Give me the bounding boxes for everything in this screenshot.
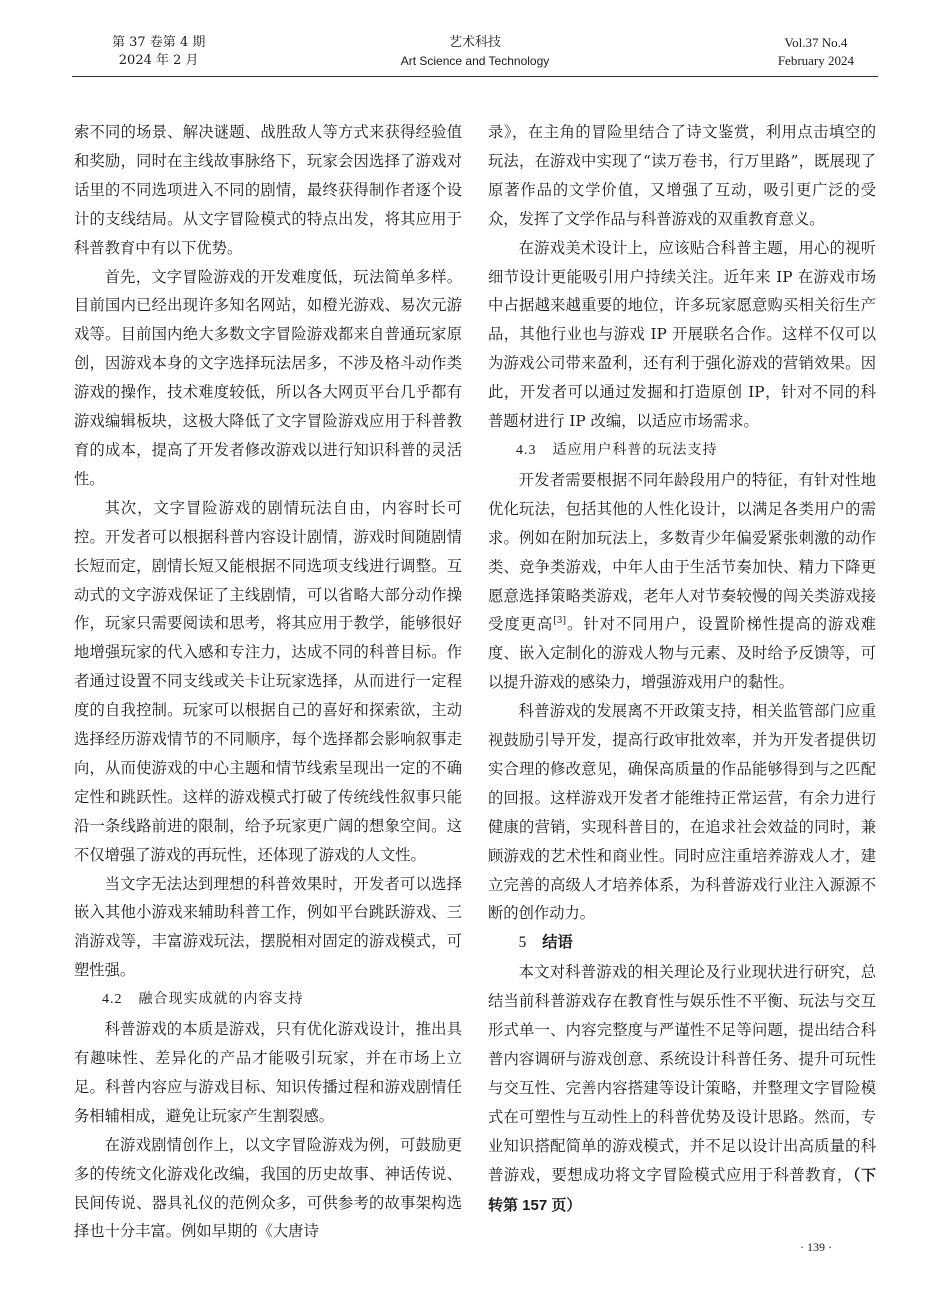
paragraph: 当文字无法达到理想的科普效果时，开发者可以选择嵌入其他小游戏来辅助科普工作，例如平台跳跃游戏、三消游戏等，丰富游戏玩法，摆脱相对固定的游戏模式，可塑性强。 bbox=[74, 874, 462, 980]
issue-info-en bbox=[778, 34, 854, 70]
paragraph: 在游戏剧情创作上，以文字冒险游戏为例，可鼓励更多的传统文化游戏化改编，我国的历史故事、神话传说、民间传说、器具礼仪的范例众多，可供参考的故事架构选择也十分丰富。例如早期的《大唐诗 bbox=[74, 1135, 462, 1241]
section-heading-4-3 bbox=[488, 436, 876, 466]
paragraph: 首先，文字冒险游戏的开发难度低，玩法简单多样。目前国内已经出现许多知名网站，如橙光游戏、易次元游戏等。目前国内绝大多数文字冒险游戏都来自普通玩家原创，因游戏本身的文字选择玩法居多，不涉及格斗动作类游戏的操作，技术难度较低，所以各大网页平台几乎都有游戏编辑板块，这极大降低了文字冒险游戏应用于科普教育的成本，提高了开发者修改游戏以进行知识科普的灵活性。 bbox=[74, 267, 462, 488]
journal-title-en: Art Science and Technology bbox=[400, 54, 550, 68]
paragraph bbox=[488, 958, 876, 1220]
paragraph: 索不同的场景、解决谜题、战胜敌人等方式来获得经验值和奖励，同时在主线故事脉络下，玩家会因选择了游戏对话里的不同选项进入不同的剧情，最终获得制作者逐个设计的支线结局。从文字冒险模式的特点出发，将其应用于科普教育中有以下优势。 bbox=[74, 123, 462, 257]
paragraph: 录》，在主角的冒险里结合了诗文鉴赏，利用点击填空的玩法，在游戏中实现了“读万卷书，行万里路”，既展现了原著作品的文学价值，又增强了互动，吸引更广泛的受众，发挥了文学作品与科普游戏的双重教育意义。 bbox=[488, 123, 876, 228]
volume-issue-cn: 第 37 卷第 4 期 bbox=[112, 35, 206, 50]
citation-ref[interactable]: [3] bbox=[553, 616, 567, 627]
section-heading-4-2 bbox=[74, 985, 462, 1015]
header-rule bbox=[72, 76, 878, 77]
section-number: 5 bbox=[518, 934, 527, 952]
journal-header bbox=[72, 34, 878, 78]
section-title: 融合现实成就的内容支持 bbox=[138, 991, 304, 1008]
section-title: 结语 bbox=[542, 933, 573, 952]
journal-title-cn: 艺术科技 bbox=[448, 35, 501, 50]
paragraph: 其次，文字冒险游戏的剧情玩法自由，内容时长可控。开发者可以根据科普内容设计剧情，游戏时间随剧情长短而定，剧情长短又能根据不同选项支线进行调整。互动式的文字游戏保证了主线剧情，可以省略大部分动作操作，玩家只需要阅读和思考，将其应用于教学，能够很好地增强玩家的代入感和专注力，达成不同的科普目标。作者通过设置不同支线或关卡让玩家选择，从而进行一定程度的自我控制。玩家可以根据自己的喜好和探索欲，主动选择经历游戏情节的不同顺序，每个选择都会影响叙事走向，从而使游戏的中心主题和情节线索呈现出一定的不确定性和跳跃性。这样的游戏模式打破了传统线性叙事只能沿一条线路前进的限制，给予玩家更广阔的想象空间。这不仅增强了游戏的再玩性，还体现了游戏的人文性。 bbox=[74, 498, 462, 864]
section-title: 适应用户科普的玩法支持 bbox=[552, 441, 718, 458]
date-cn: 2024 年 2 月 bbox=[118, 53, 199, 68]
paragraph-text: 开发者需要根据不同年龄段用户的特征，有针对性地优化玩法，包括其他的人性化设计，以满足各类用户的需求。例如在附加玩法上，多数青少年偏爱紧张刺激的动作类、竞争类游戏，中年人由于生活节奏加快、精力下降更愿意选择策略类游戏，老年人对节奏较慢的闯关类游戏接受度更高 bbox=[488, 470, 876, 634]
paragraph: 科普游戏的发展离不开政策支持，相关监管部门应重视鼓励引导开发，提高行政审批效率，并为开发者提供切实合理的修改意见，确保高质量的作品能够得到与之匹配的回报。这样游戏开发者才能维持正常运营，有余力进行健康的营销，实现科普目的，在追求社会效益的同时，兼顾游戏的艺术性和商业性。同时应注重培养游戏人才，建立完善的高级人才培养体系，为科普游戏行业注入源源不断的创作动力。 bbox=[488, 702, 876, 923]
volume-issue-en: Vol.37 No.4 bbox=[784, 35, 848, 50]
page-number: · 139 · bbox=[800, 1240, 832, 1254]
left-column bbox=[74, 118, 462, 1246]
section-heading-5 bbox=[488, 928, 876, 958]
paragraph-text: 。针对不同用户，设置阶梯性提高的游戏难度、嵌入定制化的游戏人物与元素、及时给予反馈等，可以提升游戏的感染力，增强游戏用户的黏性。 bbox=[488, 615, 876, 692]
continued-note: （下转第 157 页） bbox=[488, 1166, 876, 1214]
section-number: 4.3 bbox=[516, 442, 537, 458]
right-column bbox=[488, 118, 876, 1220]
section-number: 4.2 bbox=[102, 992, 123, 1008]
paragraph: 在游戏美术设计上，应该贴合科普主题，用心的视听细节设计更能吸引用户持续关注。近年来 IP 在游戏市场中占据越来越重要的地位，许多玩家愿意购买相关衍生产品，其他行业也与游戏 IP 开展联名合作。这样不仅可以为游戏公司带来盈利，还有利于强化游戏的营销效果。因此，开发者可以通过发掘和打造原创 IP，针对不同的科普题材进行 IP 改编，以适应市场需求。 bbox=[488, 238, 876, 431]
date-en: February 2024 bbox=[777, 53, 854, 68]
paragraph bbox=[488, 466, 876, 697]
paragraph: 科普游戏的本质是游戏，只有优化游戏设计，推出具有趣味性、差异化的产品才能吸引玩家，并在市场上立足。科普内容应与游戏目标、知识传播过程和游戏剧情任务相辅相成，避免让玩家产生割裂感。 bbox=[74, 1020, 462, 1125]
paragraph-text: 本文对科普游戏的相关理论及行业现状进行研究，总结当前科普游戏存在教育性与娱乐性不平衡、玩法与交互形式单一、内容完整度与严谨性不足等问题，提出结合科普内容调研与游戏创意、系统设计科普任务、提升可玩性与交互性、完善内容搭建等设计策略，并整理文字冒险模式在可塑性与互动性上的科普优势及设计思路。然而，专业知识搭配简单的游戏模式，并不足以设计出高质量的科普游戏，要想成功将文字冒险模式应用于科普教育， bbox=[488, 963, 876, 1184]
journal-title bbox=[72, 34, 878, 70]
